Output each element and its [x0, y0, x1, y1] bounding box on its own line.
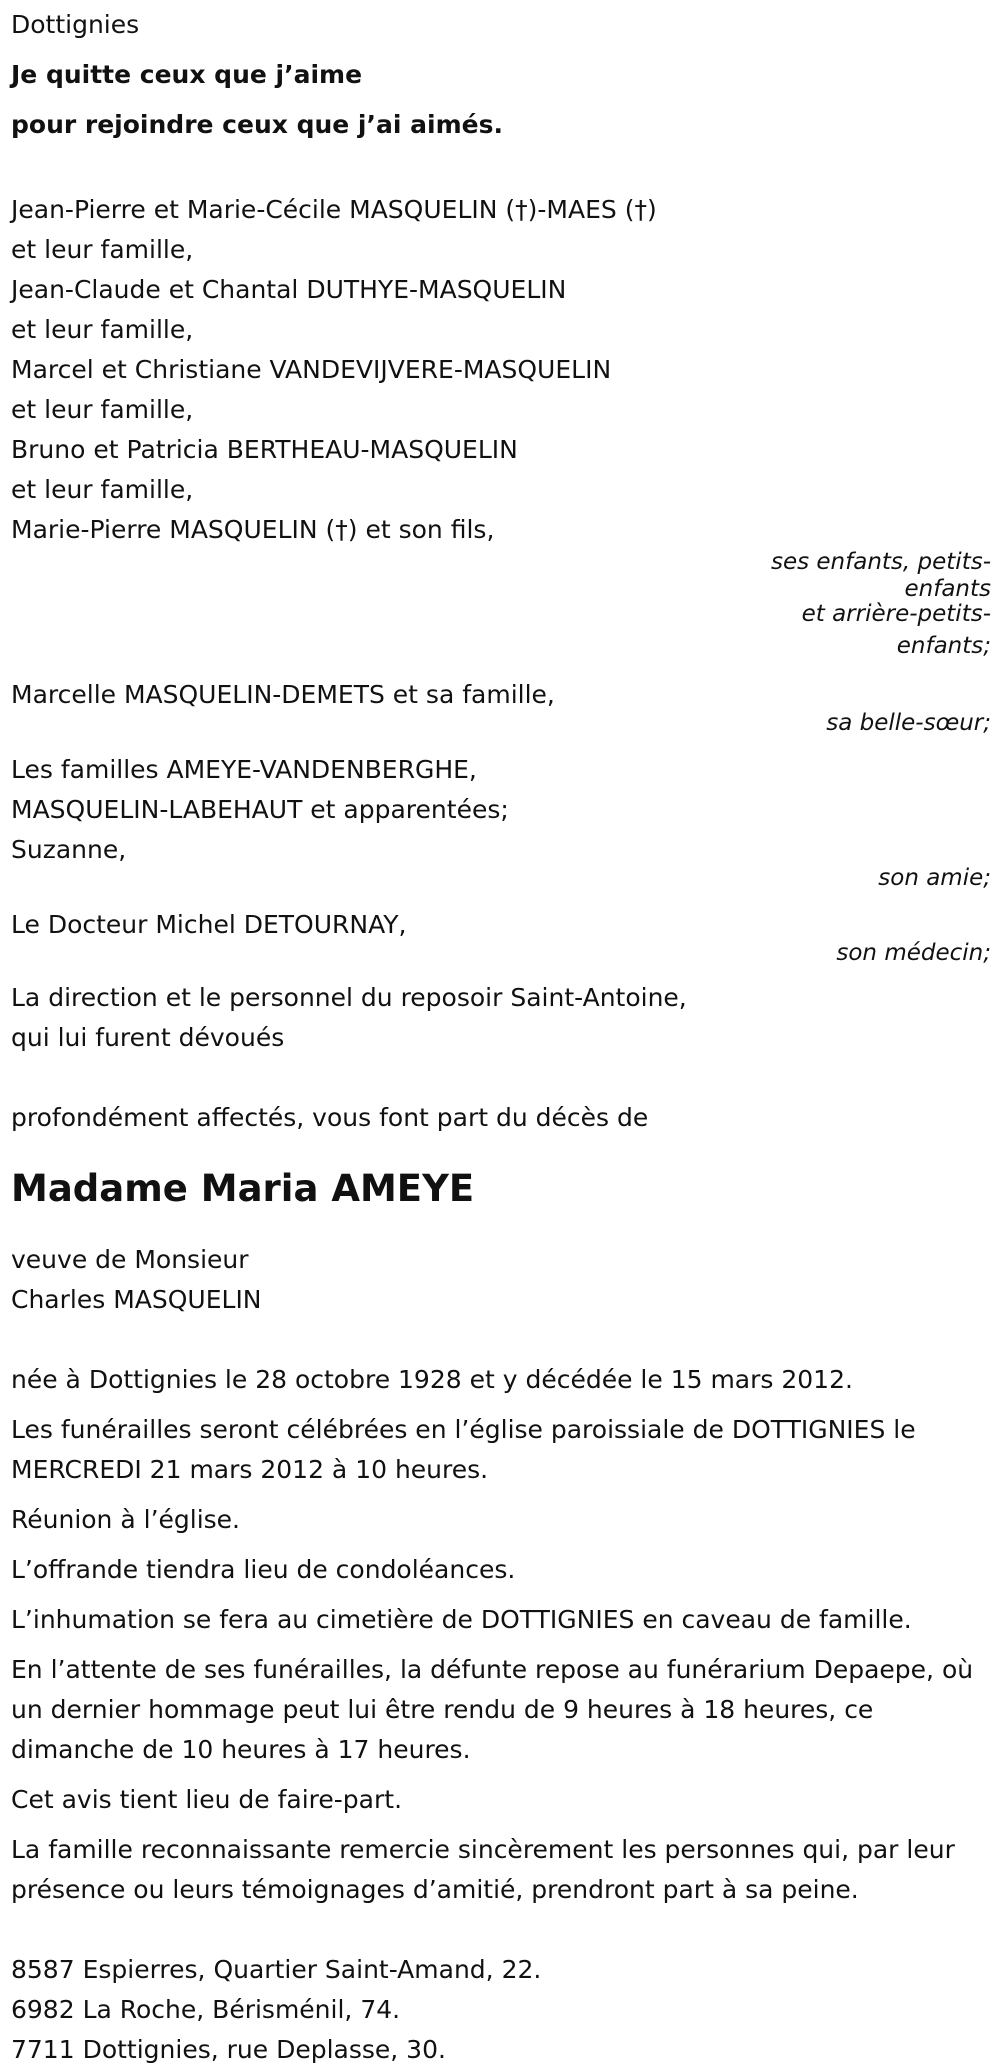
staff-line-2: qui lui furent dévoués [11, 1023, 285, 1052]
address-line: 6982 La Roche, Bérisménil, 74. [11, 1995, 401, 2024]
role-sister-in-law: sa belle-sœur; [826, 710, 991, 736]
sister-in-law-name: Marcelle MASQUELIN-DEMETS et sa famille, [11, 680, 555, 709]
widow-line-2: Charles MASQUELIN [11, 1285, 262, 1314]
detail-paragraph: Les funérailles seront célébrées en l’église paroissiale de DOTTIGNIES le MERCREDI 21 mars 2012 à 10 heures. [11, 1415, 916, 1484]
quote-line-2: pour rejoindre ceux que j’ai aimés. [11, 110, 503, 139]
detail-paragraph: En l’attente de ses funérailles, la défunte repose au funérarium Depaepe, où un dernier hommage peut lui être rendu de 9 heures à 18 heures, ce dimanche de 10 heures à 17 heures. [11, 1655, 974, 1764]
family-line: et leur famille, [11, 315, 194, 344]
detail-paragraph: La famille reconnaissante remercie sincèrement les personnes qui, par leur présence ou leurs témoignages d’amitié, prendront part à sa peine. [11, 1835, 955, 1904]
family-line: Jean-Claude et Chantal DUTHYE-MASQUELIN [11, 275, 567, 304]
role-children-line: enfants; [896, 633, 991, 659]
role-children [11, 548, 991, 665]
family-line: et leur famille, [11, 235, 194, 264]
family-line: Bruno et Patricia BERTHEAU-MASQUELIN [11, 435, 518, 464]
role-children-line: et arrière-petits- [801, 601, 991, 627]
families-line-1: Les familles AMEYE-VANDENBERGHE, [11, 755, 477, 784]
friend-name: Suzanne, [11, 835, 127, 864]
addresses-list [11, 1950, 988, 2070]
deceased-name: Madame Maria AMEYE [11, 1167, 475, 1210]
staff-line-1: La direction et le personnel du reposoir Saint-Antoine, [11, 983, 687, 1012]
family-line: Marie-Pierre MASQUELIN (†) et son fils, [11, 515, 495, 544]
widow-line-1: veuve de Monsieur [11, 1245, 249, 1274]
doctor-name: Le Docteur Michel DETOURNAY, [11, 910, 407, 939]
detail-paragraph: Cet avis tient lieu de faire-part. [11, 1785, 403, 1814]
town-name: Dottignies [11, 10, 140, 39]
details-section [11, 1360, 988, 1910]
family-list [11, 190, 988, 550]
quote-line-1: Je quitte ceux que j’aime [11, 60, 363, 89]
role-friend: son amie; [878, 865, 991, 891]
detail-paragraph: L’inhumation se fera au cimetière de DOTTIGNIES en caveau de famille. [11, 1605, 912, 1634]
family-line: et leur famille, [11, 395, 194, 424]
address-line: 8587 Espierres, Quartier Saint-Amand, 22. [11, 1955, 542, 1984]
families-line-2: MASQUELIN-LABEHAUT et apparentées; [11, 795, 509, 824]
role-children-line: ses enfants, petits- [770, 549, 991, 575]
detail-paragraph: Réunion à l’église. [11, 1505, 241, 1534]
role-doctor: son médecin; [836, 940, 991, 966]
detail-paragraph: L’offrande tiendra lieu de condoléances. [11, 1555, 516, 1584]
role-children-line: enfants [904, 576, 991, 602]
family-line: Marcel et Christiane VANDEVIJVERE-MASQUELIN [11, 355, 612, 384]
family-line: et leur famille, [11, 475, 194, 504]
family-line: Jean-Pierre et Marie-Cécile MASQUELIN (†)-MAES (†) [11, 195, 657, 224]
detail-paragraph: née à Dottignies le 28 octobre 1928 et y décédée le 15 mars 2012. [11, 1365, 853, 1394]
announcement-text: profondément affectés, vous font part du décès de [11, 1103, 649, 1132]
address-line: 7711 Dottignies, rue Deplasse, 30. [11, 2035, 446, 2064]
